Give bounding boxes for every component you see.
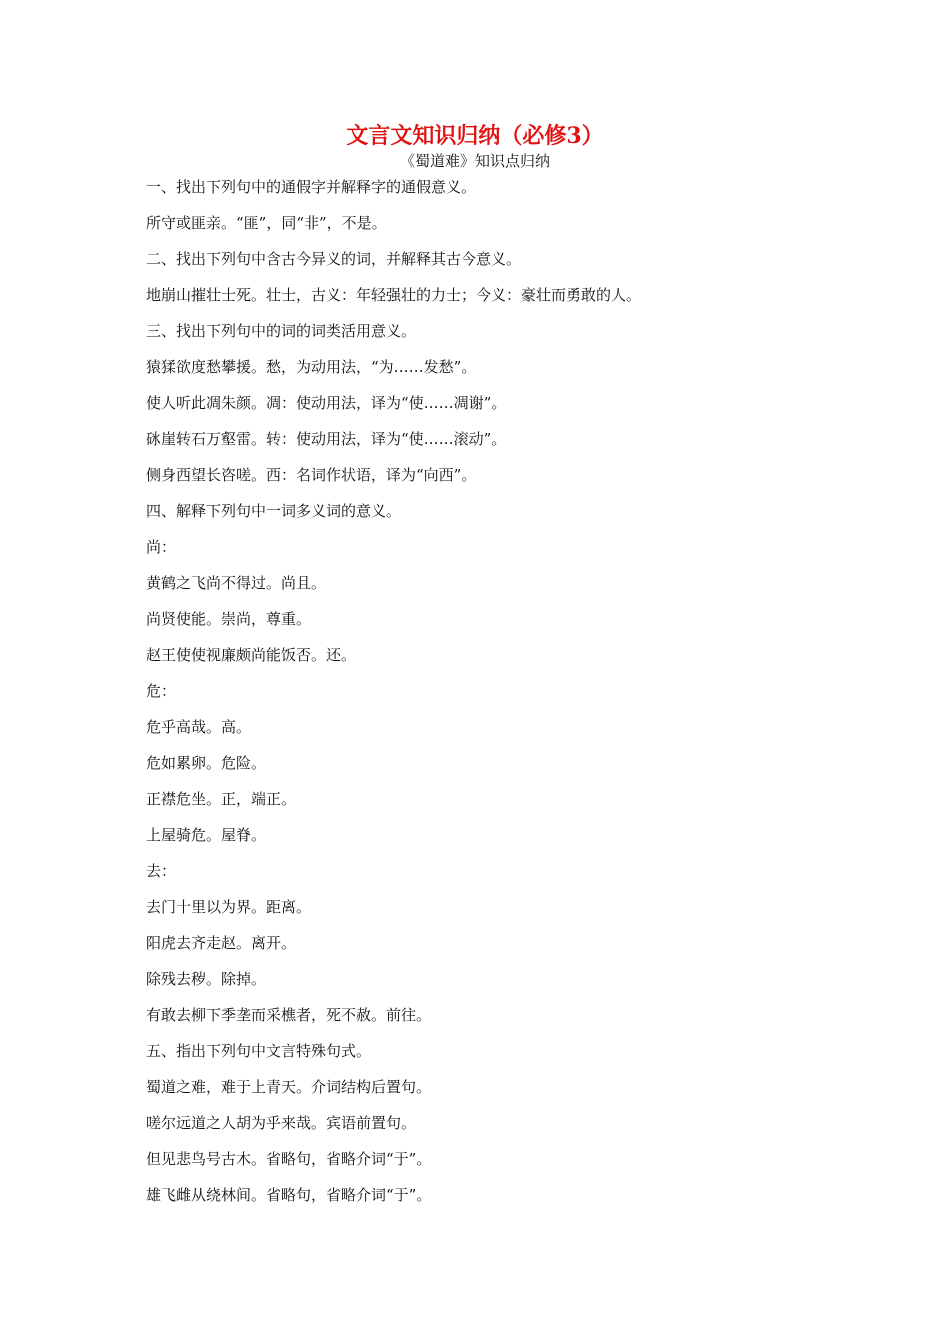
term-label: 危： [146,682,177,700]
section-heading-5: 五、指出下列句中文言特殊句式。 [146,1042,372,1060]
body-line: 有敢去柳下季垄而采樵者，死不赦。前往。 [146,1006,432,1024]
body-line: 上屋骑危。屋脊。 [146,826,267,844]
body-line: 赵王使使视廉颇尚能饭否。还。 [146,646,357,664]
body-line: 去门十里以为界。距离。 [146,898,312,916]
body-line: 使人听此凋朱颜。凋：使动用法，译为“使……凋谢”。 [146,394,507,412]
document-body [146,175,846,1219]
section-heading-4: 四、解释下列句中一词多义词的意义。 [146,502,402,520]
body-line: 侧身西望长咨嗟。西：名词作状语，译为“向西”。 [146,466,477,484]
body-line: 但见悲鸟号古木。省略句，省略介词“于”。 [146,1150,432,1168]
document-title: 文言文知识归纳（必修3） [346,123,604,149]
section-heading-3: 三、找出下列句中的词的词类活用意义。 [146,322,417,340]
body-line: 阳虎去齐走赵。离开。 [146,934,297,952]
body-line: 正襟危坐。正，端正。 [146,790,297,808]
body-line: 嗟尔远道之人胡为乎来哉。宾语前置句。 [146,1114,417,1132]
body-line: 所守或匪亲。“匪”，同“非”，不是。 [146,214,387,232]
term-label: 去： [146,862,177,880]
body-line: 地崩山摧壮士死。壮士，古义：年轻强壮的力士；今义：豪壮而勇敢的人。 [146,286,642,304]
section-heading-1: 一、找出下列句中的通假字并解释字的通假意义。 [146,178,477,196]
body-line: 猿猱欲度愁攀援。愁，为动用法，“为……发愁”。 [146,358,477,376]
body-line: 蜀道之难，难于上青天。介词结构后置句。 [146,1078,432,1096]
body-line: 危乎高哉。高。 [146,718,252,736]
body-line: 危如累卵。危险。 [146,754,267,772]
body-line: 黄鹤之飞尚不得过。尚且。 [146,574,327,592]
document-subtitle: 《蜀道难》知识点归纳 [399,152,550,170]
body-line: 雄飞雌从绕林间。省略句，省略介词“于”。 [146,1186,432,1204]
body-line: 砯崖转石万壑雷。转：使动用法，译为“使……滚动”。 [146,430,507,448]
body-line: 除残去秽。除掉。 [146,970,267,988]
term-label: 尚： [146,538,177,556]
section-heading-2: 二、找出下列句中含古今异义的词，并解释其古今意义。 [146,250,522,268]
body-line: 尚贤使能。崇尚，尊重。 [146,610,312,628]
